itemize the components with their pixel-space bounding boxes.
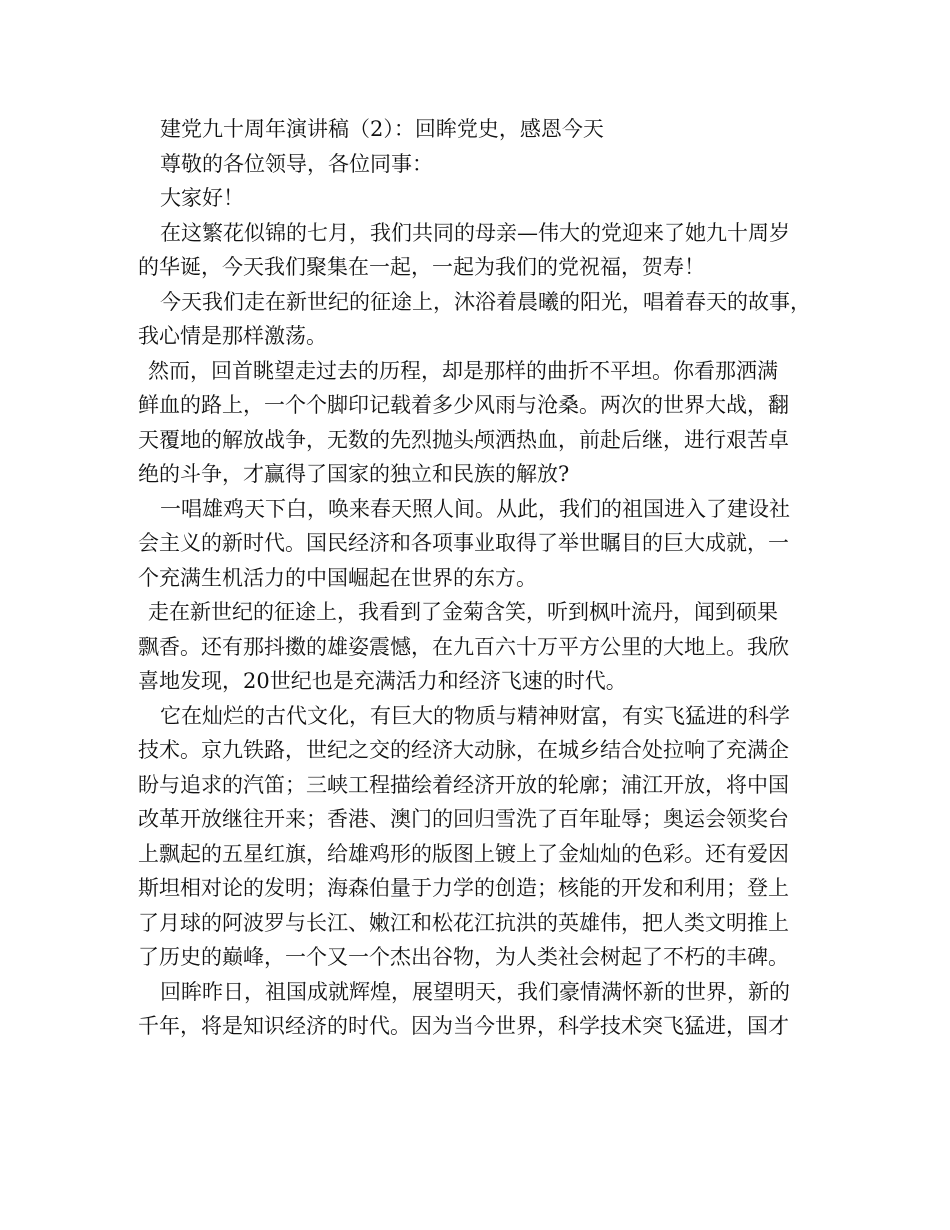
paragraph-line: 盼与追求的汽笛；三峡工程描绘着经济开放的轮廓；浦江开放，将中国	[138, 772, 789, 797]
salutation: 尊敬的各位领导，各位同事：	[160, 151, 433, 176]
paragraph-line: 的华诞，今天我们聚集在一起，一起为我们的党祝福，贺寿！	[138, 255, 705, 279]
paragraph-line: 我心情是那样激荡。	[138, 324, 327, 348]
paragraph-line: 走在新世纪的征途上，我看到了金菊含笑，听到枫叶流丹，闻到硕果	[148, 600, 778, 624]
paragraph-line: 鲜血的路上，一个个脚印记载着多少风雨与沧桑。两次的世界大战，翻	[138, 393, 789, 417]
paragraph-line: 天覆地的解放战争，无数的先烈抛头颅洒热血，前赴后继，进行艰苦卓	[138, 427, 789, 452]
paragraph-line: 今天我们走在新世纪的征途上，沐浴着晨曦的阳光，唱着春天的故事，	[160, 289, 811, 314]
paragraph-line: 会主义的新时代。国民经济和各项事业取得了举世瞩目的巨大成就，一	[138, 531, 789, 555]
paragraph-line: 改革开放继往开来；香港、澳门的回归雪洗了百年耻辱；奥运会领奖台	[138, 807, 789, 831]
paragraph-line: 它在灿烂的古代文化，有巨大的物质与精神财富，有实飞猛进的科学	[160, 703, 790, 728]
paragraph-line: 一唱雄鸡天下白，唤来春天照人间。从此，我们的祖国进入了建设社	[160, 496, 790, 521]
paragraph-line: 上飘起的五星红旗，给雄鸡形的版图上镀上了金灿灿的色彩。还有爱因	[138, 841, 789, 866]
greeting: 大家好！	[160, 186, 244, 210]
paragraph-line: 飘香。还有那抖擞的雄姿震憾，在九百六十万平方公里的大地上。我欣	[138, 634, 789, 659]
document-title: 建党九十周年演讲稿（2）：回眸党史，感恩今天	[160, 117, 604, 141]
speech-body	[138, 112, 828, 1044]
paragraph-line: 了历史的巅峰，一个又一个杰出谷物，为人类社会树起了不朽的丰碑。	[138, 945, 789, 969]
paragraph-line: 千年，将是知识经济的时代。因为当今世界，科学技术突飞猛进，国才	[138, 1014, 789, 1038]
paragraph-line: 喜地发现，20世纪也是充满活力和经济飞速的时代。	[138, 669, 627, 693]
paragraph-line: 技术。京九铁路，世纪之交的经济大动脉，在城乡结合处拉响了充满企	[138, 738, 789, 762]
paragraph-line: 斯坦相对论的发明；海森伯量于力学的创造；核能的开发和利用；登上	[138, 876, 789, 900]
paragraph-line: 回眸昨日，祖国成就辉煌，展望明天，我们豪情满怀新的世界，新的	[160, 979, 790, 1004]
paragraph-line: 个充满生机活力的中国崛起在世界的东方。	[138, 565, 537, 590]
paragraph-line: 然而，回首眺望走过去的历程，却是那样的曲折不平坦。你看那洒满	[148, 358, 778, 383]
paragraph-line: 绝的斗争，才赢得了国家的独立和民族的解放?	[138, 462, 570, 486]
paragraph-line: 了月球的阿波罗与长江、嫩江和松花江抗洪的英雄伟，把人类文明推上	[138, 910, 789, 935]
paragraph-line: 在这繁花似锦的七月，我们共同的母亲—伟大的党迎来了她九十周岁	[160, 220, 790, 245]
